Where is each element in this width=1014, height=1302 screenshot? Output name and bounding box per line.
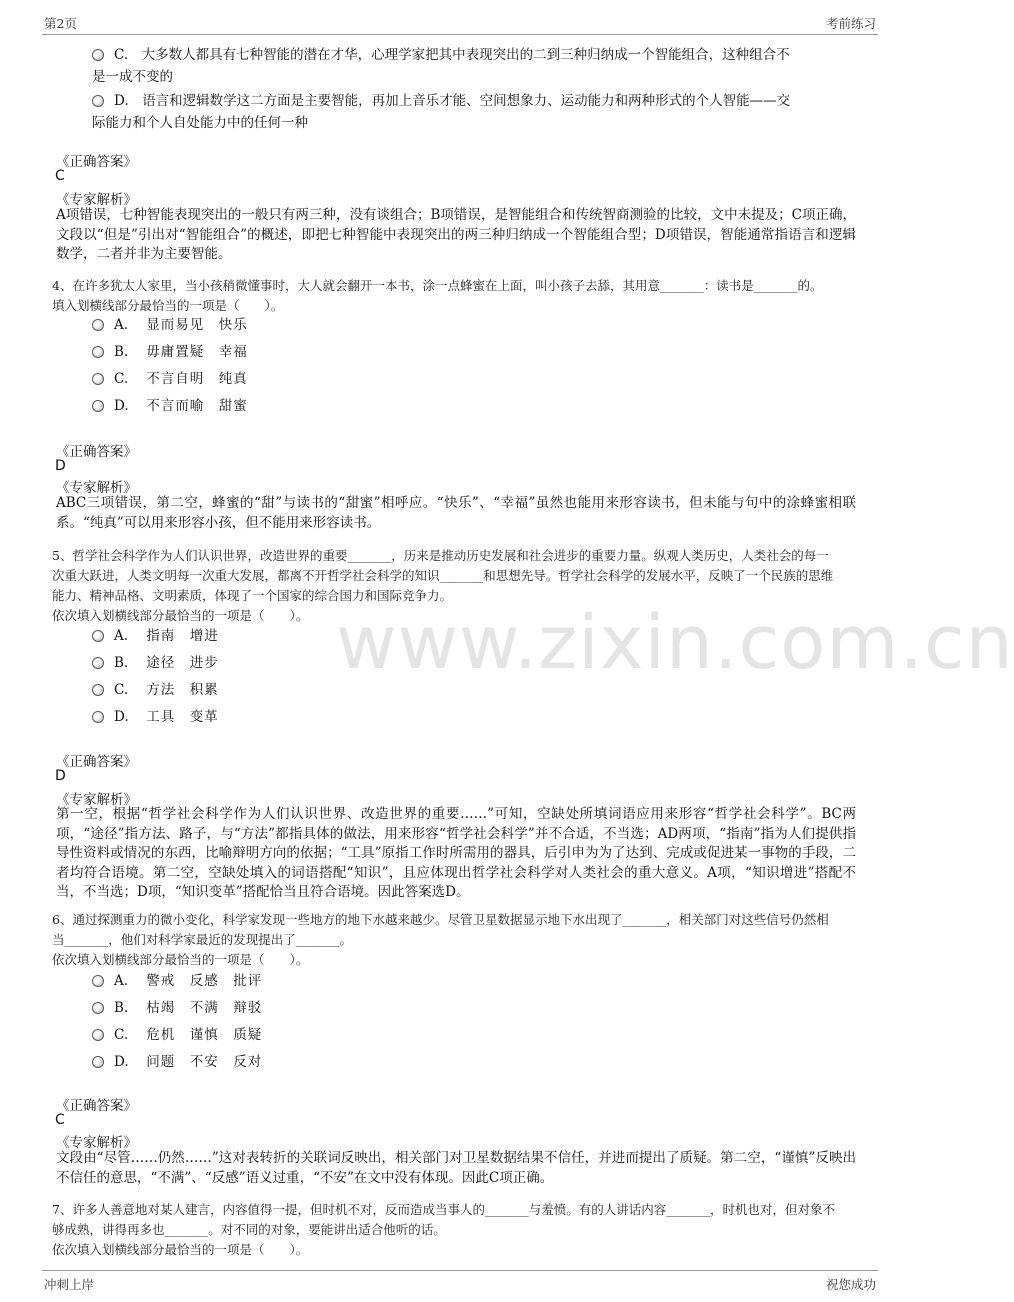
q5-explanation: 第一空，根据“哲学社会科学作为人们认识世界、改造世界的重要……”可知，空缺处所填词语应用来形容“哲学社会科学”。BC两项，“途径”指方法、路子，与“方法”都指具体的做法，用来形容“哲学社会科学”并不合适，不当选；AD两项，“指南”指为人们提供指导性资料或情况的东西，比喻辩明方向的依据；“工具”原指工作时所需用的器具，后引申为为了达到、完成或促进某一事物的手段，二者均符合语境。第二空，空缺处填入的词语搭配“知识”，且应体现出哲学社会科学对人类社会的重大意义。A项，“知识增进”搭配不当，不当选；D项，“知识变革”搭配恰当且符合语境。因此答案选D。 xyxy=(56,806,856,900)
q5-stem-line3: 能力、精神品格、文明素质，体现了一个国家的综合国力和国际竞争力。 xyxy=(52,588,453,603)
q3-option-d[interactable] xyxy=(92,90,862,134)
q6-expl-label: 《专家解析》 xyxy=(56,1135,137,1151)
q6-question xyxy=(52,910,862,970)
footer-left: 冲刺上岸 xyxy=(44,1277,95,1292)
option-text: 不言自明 纯真 xyxy=(146,371,248,387)
q5-stem-line4: 依次填入划横线部分最恰当的一项是（ ）。 xyxy=(52,608,309,623)
q6-stem-line1: 6、通过探测重力的微小变化，科学家发现一些地方的地下水越来越少。尽管卫星数据显示地下水出现了_______，相关部门对这些信号仍然相 xyxy=(52,912,829,927)
option-label: A. xyxy=(114,628,129,644)
q7-stem-line3: 依次填入划横线部分最恰当的一项是（ ）。 xyxy=(52,1242,309,1257)
option-text: 途径 进步 xyxy=(146,655,219,671)
q4-answer-label: 《正确答案》 xyxy=(56,444,137,460)
q6-explanation: 文段由“尽管……仍然……”这对表转折的关联词反映出，相关部门对卫星数据结果不信任，并进而提出了质疑。第二空，“谨慎”反映出不信任的意思，“不满”、“反感”语义过重，“不安”在文中没有体现。因此C项正确。 xyxy=(56,1150,856,1186)
radio-icon[interactable] xyxy=(92,49,104,61)
option-text: 问题 不安 反对 xyxy=(146,1054,263,1070)
option-label: B. xyxy=(114,344,129,360)
radio-icon[interactable] xyxy=(92,319,104,331)
q4-option-a[interactable] xyxy=(92,314,248,336)
option-text: 不言而喻 甜蜜 xyxy=(146,398,248,414)
q5-answer: D xyxy=(55,768,66,784)
q4-stem-line1: 4、在许多犹太人家里，当小孩稍微懂事时，大人就会翻开一本书，涂一点蜂蜜在上面，叫小孩子去舔，其用意_______：读书是_______的。 xyxy=(52,278,823,293)
footer-divider xyxy=(42,1270,878,1271)
option-label: D. xyxy=(114,398,129,414)
option-label: C. xyxy=(114,371,129,387)
q5-stem-line2: 次重大跃进，人类文明每一次重大发展，都离不开哲学社会科学的知识_______和思想先导。哲学社会科学的发展水平，反映了一个民族的思维 xyxy=(52,568,834,583)
q3-option-d-line2: 际能力和个人自处能力中的任何一种 xyxy=(92,115,308,131)
radio-icon[interactable] xyxy=(92,400,104,412)
radio-icon[interactable] xyxy=(92,95,104,107)
q5-expl-label: 《专家解析》 xyxy=(56,792,137,808)
radio-icon[interactable] xyxy=(92,1056,104,1068)
q6-stem-line2: 当_______，他们对科学家最近的发现提出了_______。 xyxy=(52,932,353,947)
q4-option-c[interactable] xyxy=(92,368,248,390)
q6-option-d[interactable] xyxy=(92,1051,262,1073)
footer-right: 祝您成功 xyxy=(826,1277,877,1292)
header-title: 考前练习 xyxy=(826,16,877,31)
q4-answer: D xyxy=(55,458,66,474)
q7-question xyxy=(52,1200,862,1260)
q3-expl-label: 《专家解析》 xyxy=(56,192,137,208)
radio-icon[interactable] xyxy=(92,1002,104,1014)
option-label: A. xyxy=(114,317,129,333)
q4-expl-label: 《专家解析》 xyxy=(56,480,137,496)
option-label: D. xyxy=(114,709,129,725)
option-label: A. xyxy=(114,973,129,989)
q5-question xyxy=(52,546,862,626)
header-divider xyxy=(42,34,878,35)
radio-icon[interactable] xyxy=(92,346,104,358)
option-label: B. xyxy=(114,1000,129,1016)
q5-option-a[interactable] xyxy=(92,625,219,647)
q3-answer: C xyxy=(55,168,65,184)
q3-answer-label: 《正确答案》 xyxy=(56,154,137,170)
q5-option-b[interactable] xyxy=(92,652,219,674)
q6-stem-line3: 依次填入划横线部分最恰当的一项是（ ）。 xyxy=(52,952,309,967)
q3-option-d-line1: D. 语言和逻辑数学这二方面是主要智能，再加上音乐才能、空间想象力、运动能力和两种形式的个人智能——交 xyxy=(114,93,791,109)
q6-option-a[interactable] xyxy=(92,970,262,992)
q5-option-d[interactable] xyxy=(92,706,219,728)
q4-option-b[interactable] xyxy=(92,341,248,363)
option-label: D. xyxy=(114,1054,129,1070)
option-text: 显而易见 快乐 xyxy=(146,317,248,333)
watermark: www.zixin.com.cn xyxy=(336,600,1014,686)
radio-icon[interactable] xyxy=(92,373,104,385)
q4-question xyxy=(52,276,862,316)
option-label: C. xyxy=(114,682,129,698)
q4-explanation: ABC三项错误，第二空，蜂蜜的“甜”与读书的“甜蜜”相呼应。“快乐”、“幸福”虽然也能用来形容读书，但未能与句中的涂蜂蜜相联系。“纯真”可以用来形容小孩，但不能用来形容读书。 xyxy=(56,495,856,531)
q3-option-c[interactable] xyxy=(92,44,862,88)
q6-answer: C xyxy=(55,1112,65,1128)
q5-stem-line1: 5、哲学社会科学作为人们认识世界，改造世界的重要_______，历来是推动历史发展和社会进步的重要力量。纵观人类历史，人类社会的每一 xyxy=(52,548,829,563)
radio-icon[interactable] xyxy=(92,630,104,642)
q6-answer-label: 《正确答案》 xyxy=(56,1098,137,1114)
option-text: 工具 变革 xyxy=(146,709,219,725)
page-number: 第2页 xyxy=(44,16,77,31)
option-text: 方法 积累 xyxy=(146,682,219,698)
q6-option-b[interactable] xyxy=(92,997,262,1019)
q5-option-c[interactable] xyxy=(92,679,219,701)
option-text: 警戒 反感 批评 xyxy=(146,973,263,989)
radio-icon[interactable] xyxy=(92,684,104,696)
option-label: B. xyxy=(114,655,129,671)
radio-icon[interactable] xyxy=(92,1029,104,1041)
q4-stem-line2: 填入划横线部分最恰当的一项是（ ）。 xyxy=(52,298,284,313)
option-text: 毋庸置疑 幸福 xyxy=(146,344,248,360)
q4-option-d[interactable] xyxy=(92,395,248,417)
option-label: C. xyxy=(114,1027,129,1043)
q3-explanation: A项错误，七种智能表现突出的一般只有两三种，没有谈组合；B项错误，是智能组合和传统智商测验的比较，文中未提及；C项正确，文段以“但是”引出对“智能组合”的概述，即把七种智能中表现突出的两三种归纳成一个智能组合型；D项错误，智能通常指语言和逻辑数学，二者并非为主要智能。 xyxy=(56,207,856,262)
q6-option-c[interactable] xyxy=(92,1024,262,1046)
option-text: 危机 谨慎 质疑 xyxy=(146,1027,263,1043)
option-text: 指南 增进 xyxy=(146,628,219,644)
radio-icon[interactable] xyxy=(92,975,104,987)
q3-option-c-line1: C. 大多数人都具有七种智能的潜在才华，心理学家把其中表现突出的二到三种归纳成一个智能组合，这种组合不 xyxy=(114,47,790,63)
radio-icon[interactable] xyxy=(92,711,104,723)
q7-stem-line1: 7、许多人善意地对某人建言，内容值得一提，但时机不对，反而造成当事人的_______与羞愤。有的人讲话内容_______，时机也对，但对象不 xyxy=(52,1202,835,1217)
radio-icon[interactable] xyxy=(92,657,104,669)
q5-answer-label: 《正确答案》 xyxy=(56,754,137,770)
option-text: 枯竭 不满 辩驳 xyxy=(146,1000,263,1016)
q3-option-c-line2: 是一成不变的 xyxy=(92,69,173,85)
q7-stem-line2: 够成熟，讲得再多也_______。对不同的对象，要能讲出适合他听的话。 xyxy=(52,1222,446,1237)
